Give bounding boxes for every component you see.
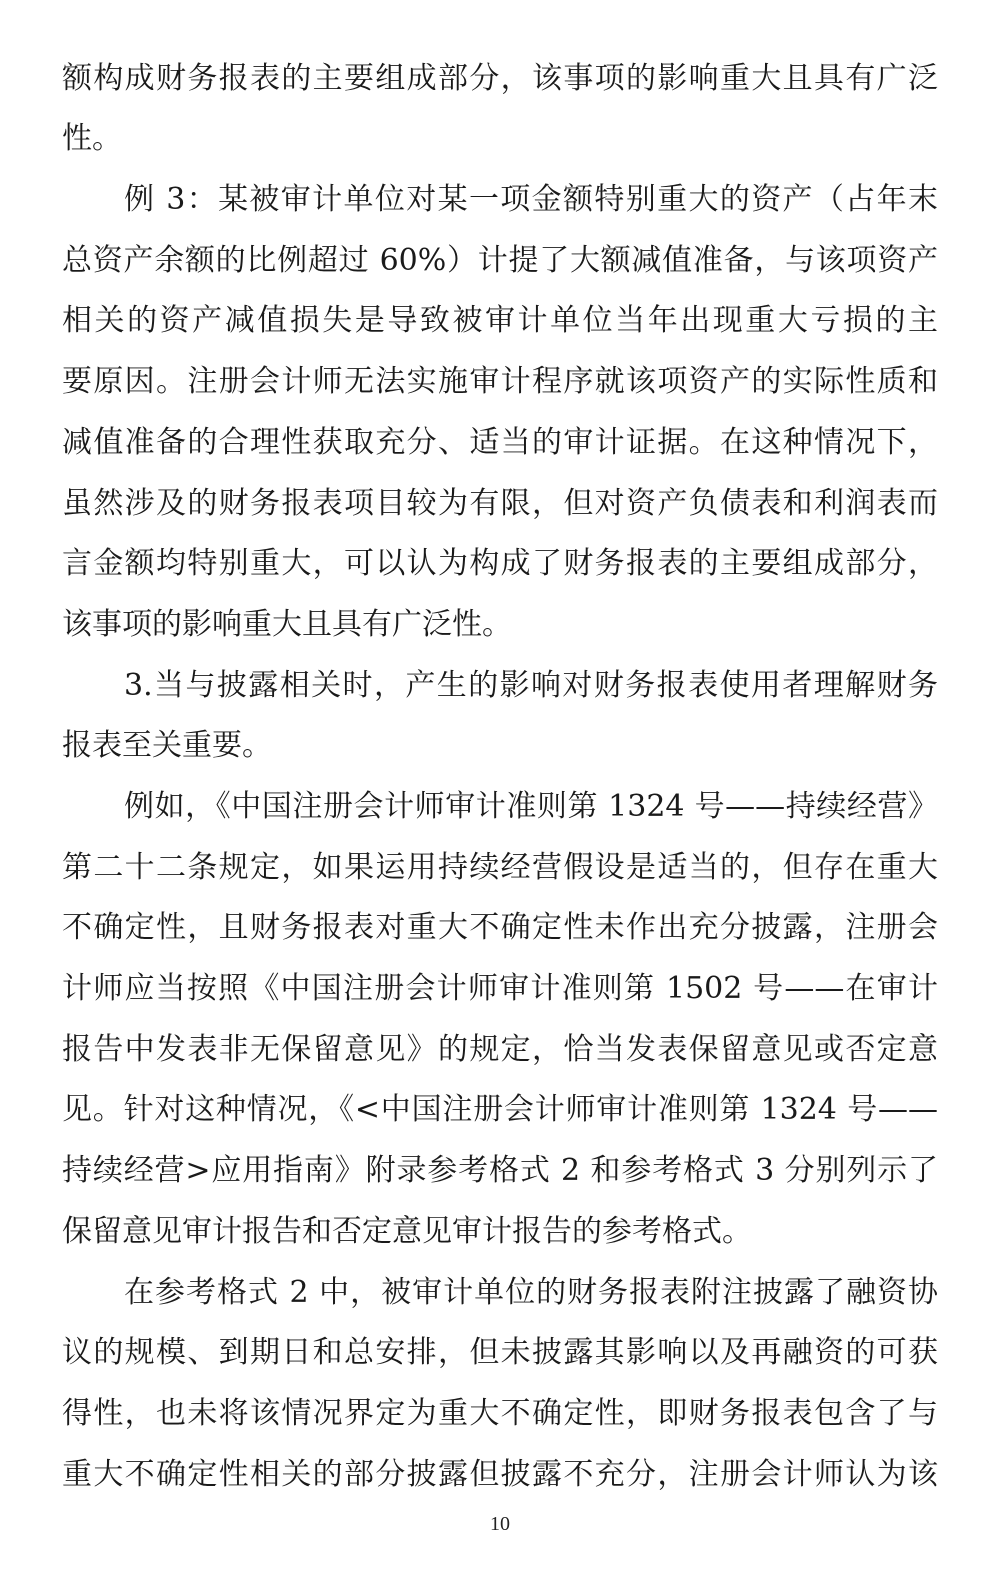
- page-number: 10: [490, 1513, 510, 1535]
- body-text-line: 额构成财务报表的主要组成部分，该事项的影响重大且具有广泛: [62, 61, 938, 96]
- body-text-line: 减值准备的合理性获取充分、适当的审计证据。在这种情况下，: [62, 425, 938, 460]
- body-text-line: 要原因。注册会计师无法实施审计程序就该项资产的实际性质和: [62, 364, 938, 399]
- body-text-line: 例 3：某被审计单位对某一项金额特别重大的资产（占年末: [124, 182, 938, 217]
- body-text-line: 虽然涉及的财务报表项目较为有限，但对资产负债表和利润表而: [62, 486, 938, 521]
- body-text-line: 相关的资产减值损失是导致被审计单位当年出现重大亏损的主: [62, 303, 938, 338]
- body-text-line: 持续经营>应用指南》附录参考格式 2 和参考格式 3 分别列示了: [62, 1153, 938, 1188]
- body-text-line: 言金额均特别重大，可以认为构成了财务报表的主要组成部分，: [62, 546, 938, 581]
- body-text-line: 3.当与披露相关时，产生的影响对财务报表使用者理解财务: [124, 668, 938, 703]
- body-text-line: 见。针对这种情况，《<中国注册会计师审计准则第 1324 号——: [62, 1092, 938, 1127]
- body-text-line: 重大不确定性相关的部分披露但披露不充分，注册会计师认为该: [62, 1457, 938, 1492]
- body-text-line: 计师应当按照《中国注册会计师审计准则第 1502 号——在审计: [62, 971, 938, 1006]
- body-text-line: 报表至关重要。: [62, 728, 272, 763]
- body-text-line: 在参考格式 2 中，被审计单位的财务报表附注披露了融资协: [124, 1275, 938, 1310]
- body-text-line: 得性，也未将该情况界定为重大不确定性，即财务报表包含了与: [62, 1396, 938, 1431]
- body-text-line: 第二十二条规定，如果运用持续经营假设是适当的，但存在重大: [62, 850, 938, 885]
- body-text-line: 报告中发表非无保留意见》的规定，恰当发表保留意见或否定意: [62, 1032, 938, 1067]
- body-text-line: 不确定性，且财务报表对重大不确定性未作出充分披露，注册会: [62, 910, 938, 945]
- body-text-line: 性。: [62, 121, 122, 156]
- body-text-line: 总资产余额的比例超过 60%）计提了大额减值准备，与该项资产: [62, 243, 938, 278]
- body-text-line: 例如，《中国注册会计师审计准则第 1324 号——持续经营》: [124, 789, 938, 824]
- body-text-line: 保留意见审计报告和否定意见审计报告的参考格式。: [62, 1214, 752, 1249]
- body-text-line: 该事项的影响重大且具有广泛性。: [62, 607, 512, 642]
- body-text-line: 议的规模、到期日和总安排，但未披露其影响以及再融资的可获: [62, 1335, 938, 1370]
